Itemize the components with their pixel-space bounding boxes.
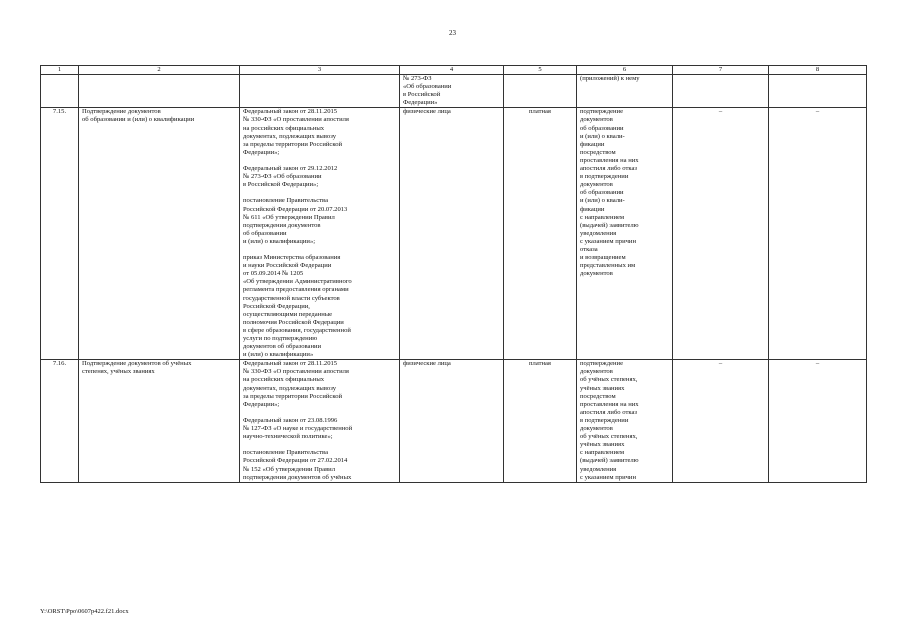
fee-cell: платная xyxy=(504,108,577,360)
column-7-cell: – xyxy=(673,108,769,360)
column-number: 4 xyxy=(400,66,504,75)
applicants-cell: физические лица xyxy=(400,360,504,482)
table-row xyxy=(41,108,867,360)
result-cell: подтверждение документов об учёных степенях, учёных званиях посредством проставления на них апостиля либо отказ в подтверждении документов об учёных степенях, учёных званиях с направлением (выдачей) заявителю уведомления с указанием причин xyxy=(577,360,673,482)
service-name-cell xyxy=(79,75,240,108)
column-number: 5 xyxy=(504,66,577,75)
column-number: 7 xyxy=(673,66,769,75)
row-number-cell: 7.16. xyxy=(41,360,79,482)
row-number-cell: 7.15. xyxy=(41,108,79,360)
table-row xyxy=(41,360,867,482)
column-number: 2 xyxy=(79,66,240,75)
fee-cell: платная xyxy=(504,360,577,482)
column-number: 6 xyxy=(577,66,673,75)
service-name-cell: Подтверждение документов об образовании и (или) о квалификации xyxy=(79,108,240,360)
file-path-footer: Y:\ORST\Ppo\0607p422.f21.docx xyxy=(40,608,129,615)
column-7-cell: – xyxy=(673,360,769,482)
result-cell: (приложений) к нему xyxy=(577,75,673,108)
table-row xyxy=(41,75,867,108)
legal-basis-cell: Федеральный закон от 28.11.2015 № 330-ФЗ «О проставлении апостиля на российских официальных документах, подлежащих вывозу за пределы территории Российской Федерации»; Федеральный закон от 29.12.2012 № 273-ФЗ «Об образовании в Российской Федерации»; постановление Правительства Российской Федерации от 20.07.2013 № 611 «Об утверждении Правил подтверждения документов об образовании и (или) о квалификации»; приказ Министерства образования и науки Российской Федерации от 05.09.2014 № 1205 «Об утверждении Административного регламента предоставления органами государственной власти субъектов Российской Федерации, осуществляющими переданные полномочия Российской Федерации в сфере образования, государственной услуги по подтверждению документов об образовании и (или) о квалификации» xyxy=(240,108,400,360)
column-number: 8 xyxy=(769,66,867,75)
applicants-cell: № 273-ФЗ «Об образовании в Российской Федерации» xyxy=(400,75,504,108)
fee-cell xyxy=(504,75,577,108)
legal-basis-cell: Федеральный закон от 28.11.2015 № 330-ФЗ «О проставлении апостиля на российских официальных документах, подлежащих вывозу за пределы территории Российской Федерации»; Федеральный закон от 23.08.1996 № 127-ФЗ «О науке и государственной научно-технической политике»; постановление Правительства Российской Федерации от 27.02.2014 № 152 «Об утверждении Правил подтверждения документов об учёных xyxy=(240,360,400,482)
column-number: 3 xyxy=(240,66,400,75)
column-8-cell: – xyxy=(769,108,867,360)
service-name-cell: Подтверждение документов об учёных степенях, учёных званиях xyxy=(79,360,240,482)
row-number-cell xyxy=(41,75,79,108)
page-number: 23 xyxy=(449,29,456,37)
column-number-row xyxy=(41,66,867,75)
result-cell: подтверждение документов об образовании и (или) о квали- фикации посредством проставления на них апостиля либо отказ в подтверждении документов об образовании и (или) о квали- фикации с направлением (выдачей) заявителю уведомления с указанием причин отказа и возвращением представленных им документов xyxy=(577,108,673,360)
applicants-cell: физические лица xyxy=(400,108,504,360)
column-8-cell: – xyxy=(769,360,867,482)
column-number: 1 xyxy=(41,66,79,75)
legal-basis-cell xyxy=(240,75,400,108)
column-8-cell xyxy=(769,75,867,108)
services-table xyxy=(40,65,867,483)
column-7-cell xyxy=(673,75,769,108)
